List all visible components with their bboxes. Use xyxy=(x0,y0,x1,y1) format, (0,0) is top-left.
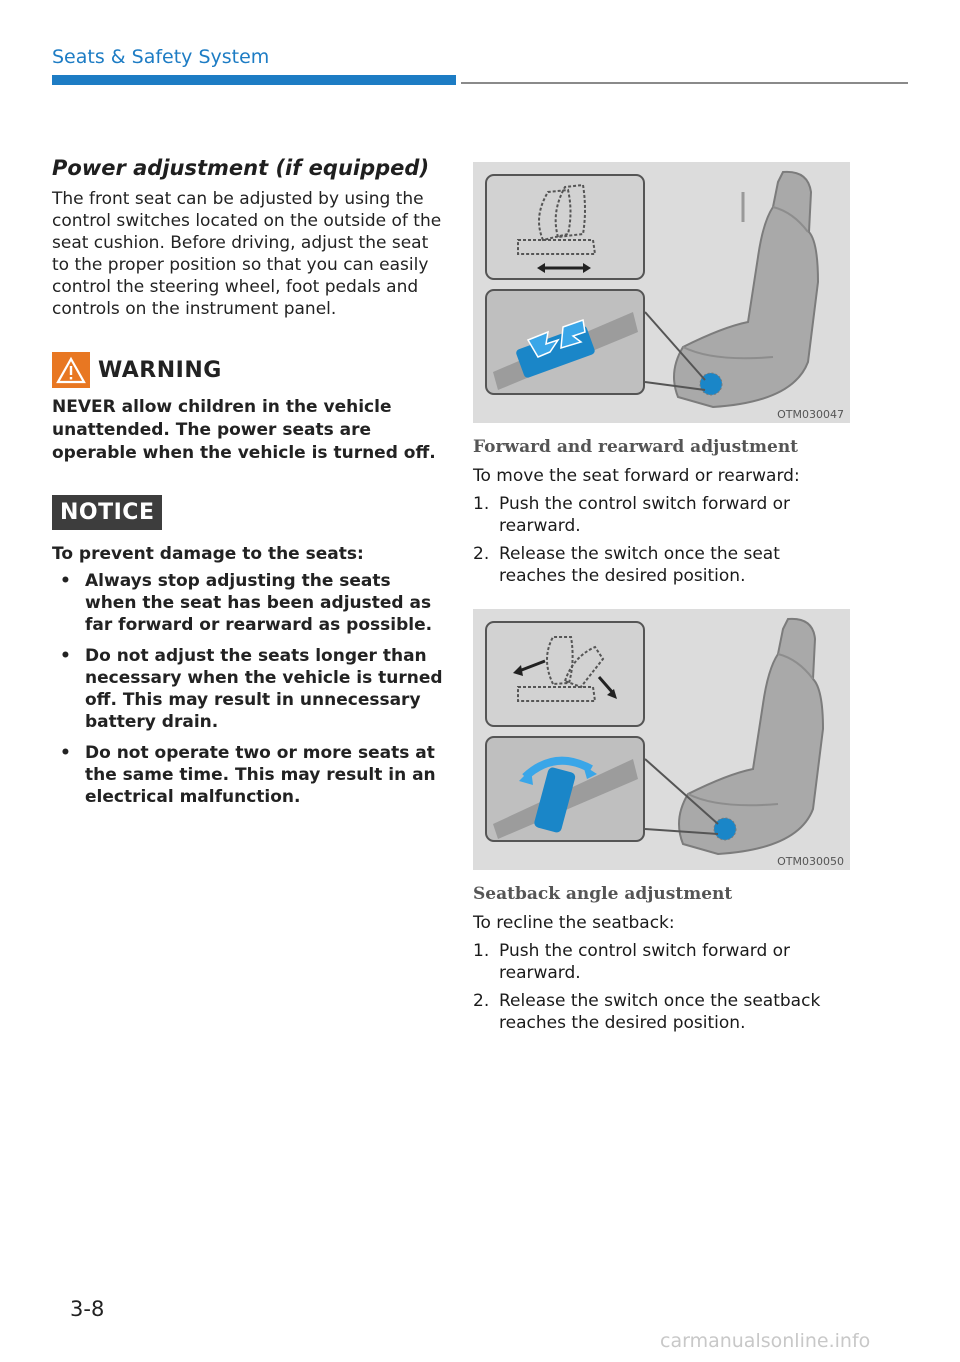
bullet: • xyxy=(60,646,71,666)
step-number: 1. xyxy=(473,941,490,961)
left-column xyxy=(52,156,447,817)
seatback-steps xyxy=(473,940,851,1034)
list-item xyxy=(52,570,447,636)
warning-body: NEVER allow children in the vehicle unattended. The power seats are operable when the vehicle is turned off. xyxy=(52,397,436,463)
power-adjustment-title: Power adjustment (if equipped) xyxy=(52,156,430,180)
seatback-intro: To recline the seatback: xyxy=(473,913,675,933)
header-rule-accent xyxy=(52,75,456,85)
forward-rearward-figure xyxy=(473,162,850,423)
seatback-figure xyxy=(473,609,850,870)
warning-icon xyxy=(52,352,90,388)
bullet: • xyxy=(60,571,71,591)
right-column xyxy=(473,162,851,1040)
bullet: • xyxy=(60,743,71,763)
section-title: Seats & Safety System xyxy=(52,46,270,68)
seatback-illustration xyxy=(473,609,850,870)
warning-header xyxy=(52,352,447,388)
figure-code: OTM030047 xyxy=(777,408,844,421)
seat-forward-illustration xyxy=(473,162,850,423)
list-item xyxy=(473,543,851,587)
step-text: Release the switch once the seat reaches the desired position. xyxy=(499,544,780,586)
list-item xyxy=(473,990,851,1034)
step-number: 2. xyxy=(473,544,490,564)
list-item xyxy=(473,940,851,984)
step-text: Push the control switch forward or rearward. xyxy=(499,941,791,983)
step-number: 1. xyxy=(473,494,490,514)
step-text: Push the control switch forward or rearward. xyxy=(499,494,791,536)
step-text: Release the switch once the seatback reaches the desired position. xyxy=(499,991,821,1033)
list-item xyxy=(52,742,447,808)
watermark: carmanualsonline.info xyxy=(660,1330,871,1352)
warning-label: WARNING xyxy=(98,357,222,383)
list-item xyxy=(473,493,851,537)
figure-code: OTM030050 xyxy=(777,855,844,868)
forward-rearward-title: Forward and rearward adjustment xyxy=(473,437,799,457)
list-item xyxy=(52,645,447,733)
seatback-title: Seatback angle adjustment xyxy=(473,884,733,904)
step-number: 2. xyxy=(473,991,490,1011)
page-number: 3-8 xyxy=(70,1297,105,1321)
notice-list xyxy=(52,570,447,808)
power-adjustment-body: The front seat can be adjusted by using the control switches located on the outside of the seat cushion. Before driving, adjust the seat to the proper position so that you can easily control the steering wheel, foot pedals and controls on the instrument panel. xyxy=(52,189,442,319)
notice-label: NOTICE xyxy=(52,495,162,530)
notice-intro: To prevent damage to the seats: xyxy=(52,544,364,564)
header-rule xyxy=(461,82,908,84)
forward-rearward-steps xyxy=(473,493,851,587)
notice-item-text: Do not adjust the seats longer than necessary when the vehicle is turned off. This may result in unnecessary battery drain. xyxy=(85,646,443,732)
notice-item-text: Do not operate two or more seats at the same time. This may result in an electrical malfunction. xyxy=(85,743,436,807)
notice-item-text: Always stop adjusting the seats when the seat has been adjusted as far forward or rearward as possible. xyxy=(85,571,433,635)
forward-rearward-intro: To move the seat forward or rearward: xyxy=(473,466,800,486)
